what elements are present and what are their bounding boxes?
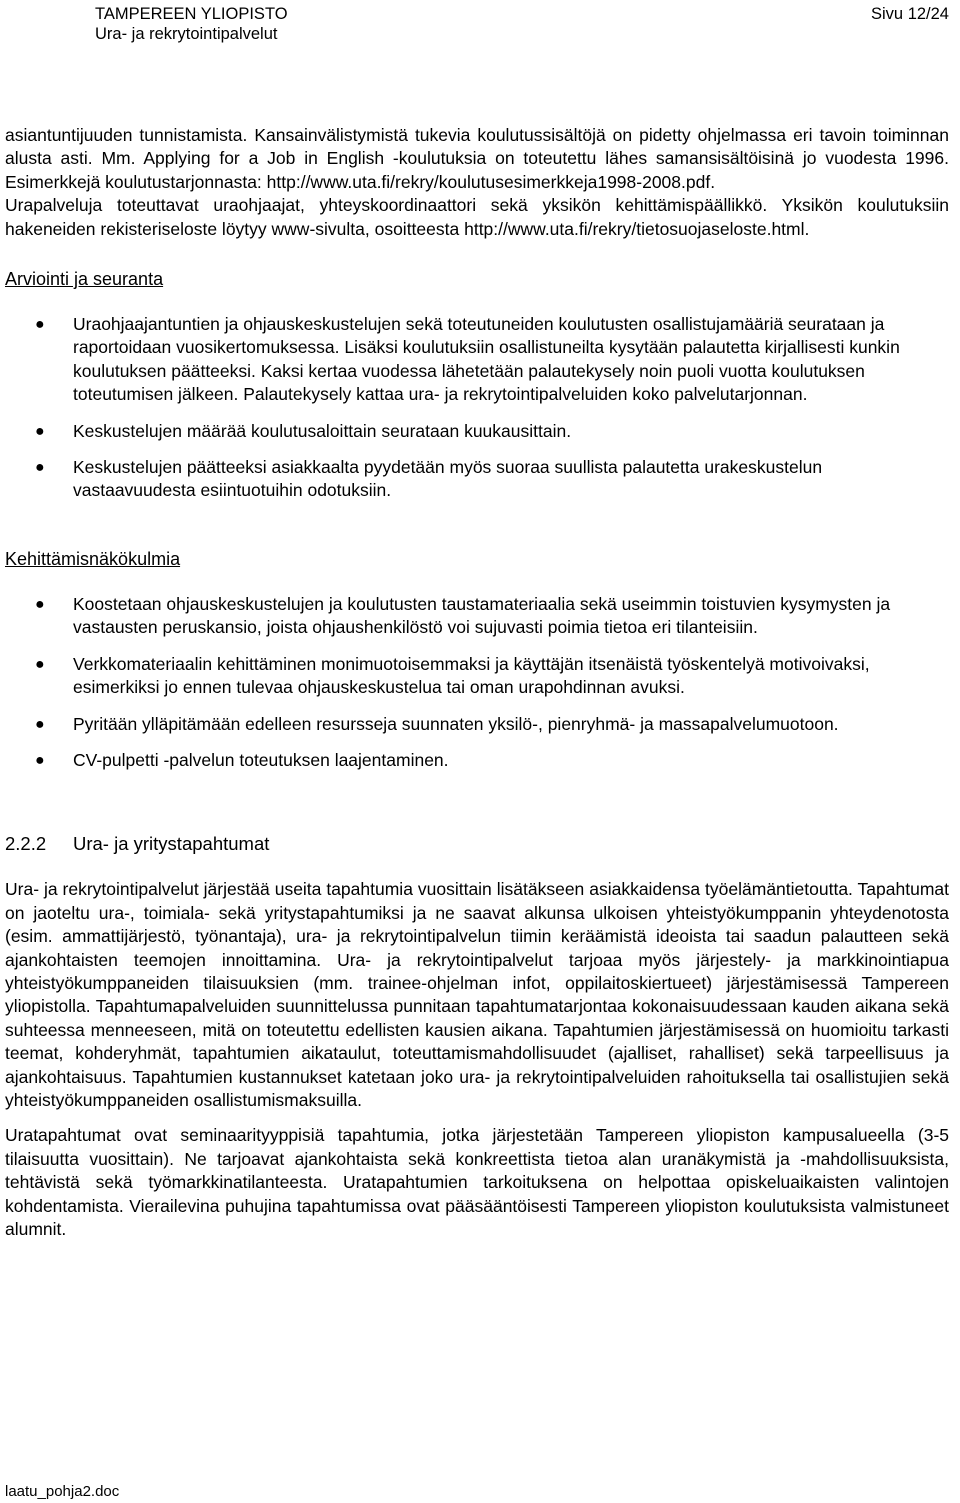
list-item: ● Keskustelujen määrää koulutusaloittain seurataan kuukausittain. [5,420,949,443]
section-number: 2.2.2 [5,833,47,855]
list-item: ● Uraohjaajantuntien ja ohjauskeskustelujen sekä toteutuneiden koulutusten osallistujamääriä seurataan ja raportoidaan vuosikertomuksessa. Lisäksi koulutuksiin osallistuneilta kysytään palautetta kirjallisesti kunkin koulutuksen päätteeksi. Kaksi kertaa vuodessa lähetetään palautekysely noin puoli vuotta koulutuksen toteutumisen jälkeen. Palautekysely kattaa ura- ja rekrytointipalveluiden koko palvelutarjonnan. [35,314,900,405]
section-title: Ura- ja yritystapahtumat [73,833,270,855]
section-heading-arviointi: Arviointi ja seuranta [5,269,164,290]
header-org: TAMPEREEN YLIOPISTO [95,5,288,23]
page-header [95,4,288,44]
bullet-icon: ● [35,422,45,440]
bullet-icon: ● [35,459,45,477]
list-item: ● Pyritään ylläpitämään edelleen resursseja suunnaten yksilö-, pienryhmä- ja massapalvelumuotoon. [5,713,949,736]
list-item: ● Koostetaan ohjauskeskustelujen ja koulutusten taustamateriaalia sekä useimmin toistuvien kysymysten ja vastausten peruskansio, joista ohjaushenkilöstö voi sujuvasti poimia tietoa eri tilanteisiin. [35,593,891,638]
intro-paragraph-1: asiantuntijuuden tunnistamista. Kansainvälistymistä tukevia koulutussisältöjä on pidetty ohjelmassa eri tavoin toiminnan alusta asti. Mm. Applying for a Job in English -koulutuksia on toteutettu lähes samansisältöisinä jo vuodesta 1996. Esimerkkejä koulutustarjonnasta: http://www.uta.fi/rekry/koulutusesimerkkeja1998-2008.pdf. [5,125,949,192]
document-page [5,0,949,1503]
list-item: ● CV-pulpetti -palvelun toteutuksen laajentaminen. [5,749,949,772]
bullet-icon: ● [35,595,45,613]
kehittaminen-list [5,593,949,772]
intro-paragraph-2: Urapalveluja toteuttavat uraohjaajat, yhteyskoordinaattori sekä yksikön kehittämispäällikkö. Yksikön koulutuksiin hakeneiden rekisteriseloste löytyy www-sivulta, osoitteesta http://www.uta.fi/rekry/tietosuojaseloste.html. [5,195,949,239]
list-item: ● Keskustelujen päätteeksi asiakkaalta pyydetään myös suoraa suullista palautetta urakeskustelun vastaavuudesta esiintuotuihin odotuksiin. [35,457,823,501]
arviointi-list [5,313,949,503]
header-unit: Ura- ja rekrytointipalvelut [95,25,278,43]
page-footer: laatu_pohja2.doc [5,1483,120,1500]
bullet-icon: ● [35,715,45,733]
page-number: Sivu 12/24 [871,5,949,23]
bullet-icon: ● [35,751,45,769]
paragraph-events-1: Ura- ja rekrytointipalvelut järjestää useita tapahtumia vuosittain lisätäkseen asiakkaidensa työelämäntietoutta. Tapahtumat on jaoteltu ura-, toimiala- sekä yritystapahtumiksi ja ne saavat alkunsa ulkoisen yhteistyökumppanin yhteydenotosta (esim. ammattijärjestö, työnantaja), ura- ja rekrytointipalvelun tiimin keräämistä ideoista tai saadun palautteen sekä ajankohtaisten teemojen innoittamina. Ura- ja rekrytointipalvelut tarjoaa myös järjestely- ja markkinointiapua yhteistyökumppaneiden tilaisuuksien (mm. trainee-ohjelman infot, oppilaitoskiertueet) järjestämisessä Tampereen yliopistolla. Tapahtumapalveluiden suunnittelussa punnitaan tapahtumatarjontaa kokonaisuudessaan kauden aikana sekä suhteessa menneeseen, mitä on toteutettu edellisten kausien aikana. Tapahtumien järjestämisessä on huomioitu tarkasti teemat, kohderyhmät, tapahtumien aikataulut, toteuttamismahdollisuudet (ajalliset, rahalliset) sekä tarpeellisuus ja ajankohtaisuus. Tapahtumien kustannukset katetaan joko ura- ja rekrytointipalveluiden rahoituksella tai osallistujien sekä yhteistyökumppaneiden osallistumismaksuilla. [5,879,949,1110]
document-body [5,124,949,1241]
section-heading-kehittaminen: Kehittämisnäkökulmia [5,548,181,569]
paragraph-events-2: Uratapahtumat ovat seminaarityyppisiä tapahtumia, jotka järjestetään Tampereen yliopiston kampusalueella (3-5 tilaisuutta vuosittain). Ne tarjoavat ajankohtaista sekä konkreettista tietoa alan uranäkymistä ja -mahdollisuuksista, tehtävistä sekä työmarkkinatilanteesta. Uratapahtumien tarkoituksena on helpottaa opiskeluaikaisten valintojen kohdentamista. Vierailevina puhujina tapahtumissa ovat pääsääntöisesti Tampereen yliopiston koulutuksista valmistuneet alumnit. [5,1125,949,1239]
bullet-icon: ● [35,316,45,334]
bullet-icon: ● [35,655,45,673]
list-item: ● Verkkomateriaalin kehittäminen monimuotoisemmaksi ja käyttäjän itsenäistä työskentelyä motivoivaksi, esimerkiksi jo ennen tulevaa ohjauskeskustelua tai oman urapohdinnan avuksi. [35,653,870,698]
section-heading-222 [5,832,949,856]
